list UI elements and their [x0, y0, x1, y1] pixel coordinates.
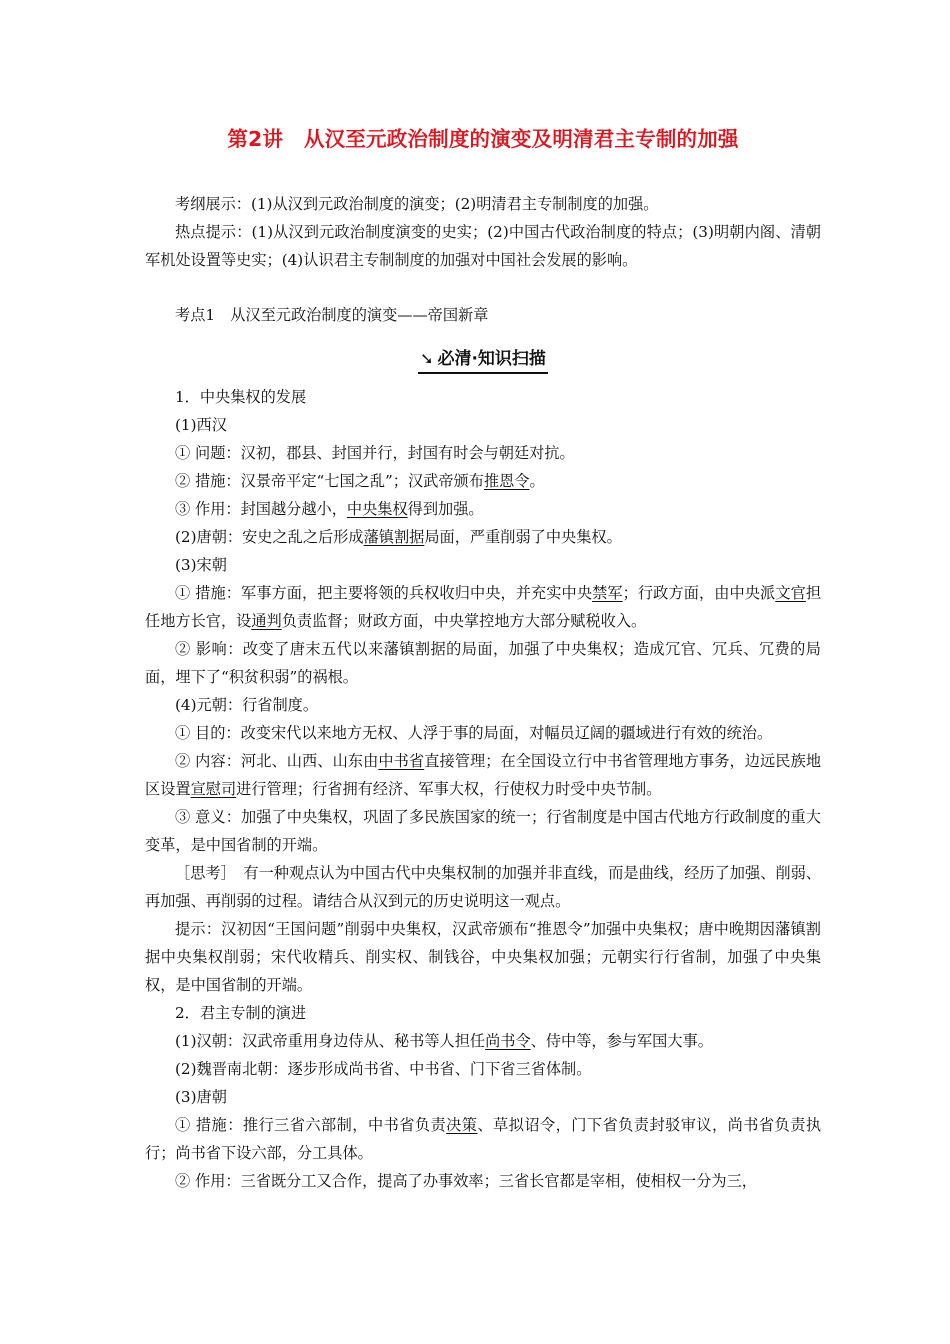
knowledge-scan-banner [145, 347, 821, 377]
underlined-term: 尚书令 [485, 1032, 531, 1050]
paragraph: ① 措施：军事方面，把主要将领的兵权收归中央，并充实中央禁军；行政方面，由中央派文官担任地方长官，设通判负责监督；财政方面，中央掌控地方大部分赋税收入。 [145, 584, 822, 630]
section-heading: 2．君主专制的演进 [175, 1004, 307, 1022]
think-question: ［思考］ 有一种观点认为中国古代中央集权制的加强并非直线，而是曲线，经历了加强、削弱、再加强、再削弱的过程。请结合从汉到元的历史说明这一观点。 [145, 864, 821, 910]
paragraph: (1)汉朝：汉武帝重用身边侍从、秘书等人担任尚书令、侍中等，参与军国大事。 [175, 1032, 713, 1050]
knowledge-scan-label-box [418, 347, 548, 374]
subsection-heading: (1)西汉 [175, 416, 227, 434]
underlined-term: 决策 [446, 1116, 478, 1134]
underlined-term: 中央集权 [346, 500, 408, 518]
underlined-term: 藩镇割据 [363, 528, 425, 546]
paragraph: ③ 意义：加强了中央集权，巩固了多民族国家的统一；行省制度是中国古代地方行政制度的重大变革，是中国省制的开端。 [145, 808, 821, 854]
subsection-heading: (3)唐朝 [175, 1088, 227, 1106]
paragraph: ① 问题：汉初，郡县、封国并行，封国有时会与朝廷对抗。 [175, 444, 575, 462]
paragraph: (2)魏晋南北朝：逐步形成尚书省、中书省、门下省三省体制。 [175, 1060, 592, 1078]
paragraph: ① 措施：推行三省六部制，中书省负责决策、草拟诏令，门下省负责封驳审议，尚书省负责执行；尚书省下设六部，分工具体。 [145, 1116, 822, 1162]
paragraph: ② 内容：河北、山西、山东由中书省直接管理；在全国设立行中书省管理地方事务，边远民族地区设置宣慰司进行管理；行省拥有经济、军事大权，行使权力时受中央节制。 [145, 752, 822, 798]
underlined-term: 推恩令 [483, 472, 530, 490]
spacer [145, 274, 821, 301]
section-heading: 1．中央集权的发展 [175, 388, 307, 406]
underlined-term: 通判 [251, 612, 282, 630]
paragraph: ③ 作用：封国越分越小，中央集权得到加强。 [175, 500, 484, 518]
topic-heading: 考点1 从汉至元政治制度的演变——帝国新章 [175, 306, 489, 324]
hint-answer: 提示：汉初因“王国问题”削弱中央集权，汉武帝颁布“推恩令”加强中央集权；唐中晚期因藩镇割据中央集权削弱；宋代收精兵、削实权、制钱谷，中央集权加强；元朝实行行省制，加强了中央集权，是中国省制的开端。 [145, 920, 821, 994]
subsection-heading: (3)宋朝 [175, 556, 227, 574]
document-page [145, 122, 821, 1195]
paragraph: ② 作用：三省既分工又合作，提高了办事效率；三省长官都是宰相，使相权一分为三， [175, 1172, 757, 1190]
subsection-heading: (4)元朝：行省制度。 [175, 696, 319, 714]
knowledge-scan-label: 必清·知识扫描 [437, 349, 546, 369]
paragraph: ② 措施：汉景帝平定“七国之乱”；汉武帝颁布推恩令。 [175, 472, 545, 490]
page-title: 第2讲 从汉至元政治制度的演变及明清君主专制的加强 [227, 127, 739, 151]
underlined-term: 禁军 [592, 584, 623, 602]
paragraph: (2)唐朝：安史之乱之后形成藩镇割据局面，严重削弱了中央集权。 [175, 528, 622, 546]
underlined-term: 宣慰司 [190, 780, 237, 798]
paragraph: ① 目的：改变宋代以来地方无权、人浮于事的局面，对幅员辽阔的疆域进行有效的统治。 [175, 724, 773, 742]
underlined-term: 文官 [775, 584, 806, 602]
hotspot-hint: 热点提示：(1)从汉到元政治制度演变的史实；(2)中国古代政治制度的特点；(3)明朝内阁、清朝军机处设置等史实；(4)认识君主专制制度的加强对中国社会发展的影响。 [145, 223, 821, 269]
paragraph: ② 影响：改变了唐末五代以来藩镇割据的局面，加强了中央集权；造成冗官、冗兵、冗费的局面，埋下了“积贫积弱”的祸根。 [145, 640, 821, 686]
exam-outline: 考纲展示：(1)从汉到元政治制度的演变；(2)明清君主专制制度的加强。 [175, 195, 659, 213]
arrow-icon: ➘ [420, 349, 434, 368]
underlined-term: 中书省 [378, 752, 425, 770]
